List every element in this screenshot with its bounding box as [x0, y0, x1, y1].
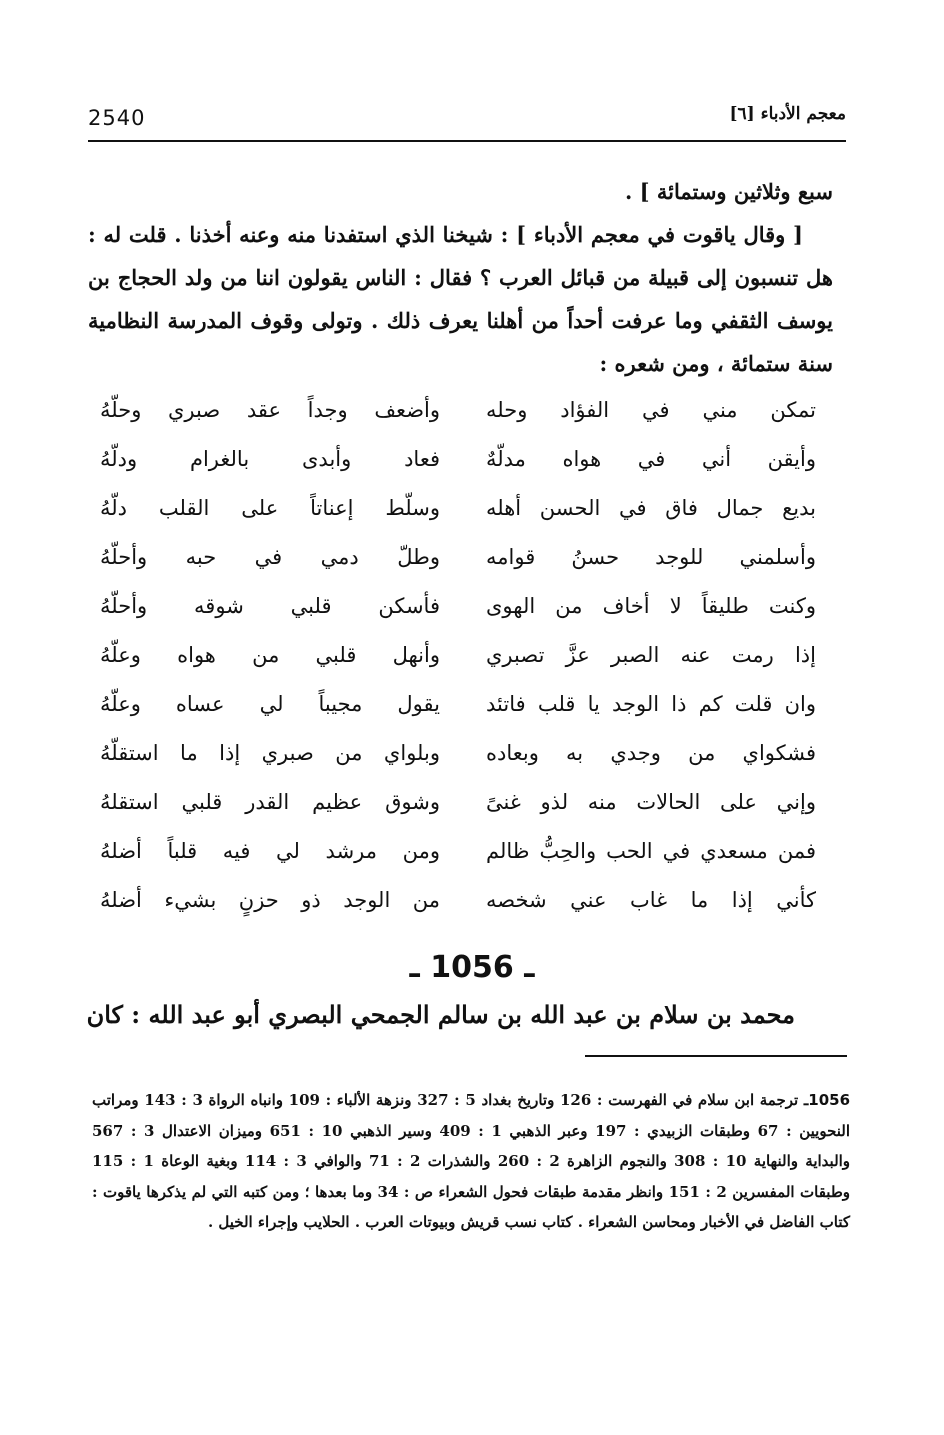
verse — [100, 447, 816, 496]
body-text — [88, 170, 833, 385]
verse — [100, 496, 816, 545]
verse-second-hemistich: وبلواي من صبري إذا ما استقلّهُ — [100, 741, 440, 765]
verse — [100, 839, 816, 888]
verse-second-hemistich: وسلّط إعناتاً على القلب دلّهُ — [100, 496, 440, 520]
page-number: 2540 — [88, 106, 146, 130]
footnote-rule — [585, 1055, 847, 1057]
running-title: معجم الأدباء [٦] — [729, 104, 846, 124]
verse — [100, 594, 816, 643]
verse-second-hemistich: يقول مجيباً لي عساه وعلّهُ — [100, 692, 440, 716]
verse-first-hemistich: فشكواي من وجدي به وبعاده — [486, 741, 816, 765]
poem — [100, 398, 816, 937]
verse-second-hemistich: وأنهل قلبي من هواه وعلّهُ — [100, 643, 440, 667]
entry-title: محمد بن سلام بن عبد الله بن سالم الجمحي البصري أبو عبد الله : كان — [86, 1000, 795, 1029]
verse-first-hemistich: بديع جمال فاق في الحسن أهله — [486, 496, 816, 520]
verse — [100, 545, 816, 594]
entry-number: ـ 1056 ـ — [409, 950, 535, 985]
verse-first-hemistich: وكنت طليقاً لا أخاف من الهوى — [486, 594, 816, 618]
verse-first-hemistich: وإني على الحالات منه لذو غنىً — [486, 790, 816, 814]
verse-first-hemistich: وأسلمني للوجد حسنُ قوامه — [486, 545, 816, 569]
body-paragraph: سبع وثلاثين وستمائة ] . — [624, 179, 833, 204]
verse-first-hemistich: وأيقن أني في هواه مدلّهٌ — [486, 447, 816, 471]
verse-first-hemistich: تمكن مني في الفؤاد وحله — [486, 398, 816, 422]
verse-second-hemistich: وأضعف وجداً عقد صبري وحلّهُ — [100, 398, 440, 422]
footnote-paragraph — [92, 1085, 850, 1238]
footnote-number: 1056 — [808, 1091, 851, 1109]
verse-first-hemistich: إذا رمت عنه الصبر عزَّ تصبري — [486, 643, 816, 667]
verse-second-hemistich: ومن مرشد لي فيه قلباً أضلهُ — [100, 839, 440, 863]
verse-second-hemistich: من الوجد ذو حزنٍ بشيء أضلهُ — [100, 888, 440, 912]
verse-second-hemistich: وشوق عظيم القدر قلبي استقلهُ — [100, 790, 440, 814]
verse-first-hemistich: كأني إذا ما غاب عني شخصه — [486, 888, 816, 912]
verse — [100, 790, 816, 839]
body-paragraph: [ وقال ياقوت في معجم الأدباء ] : شيخنا الذي استفدنا منه وعنه أخذنا . قلت له : هل تنسبون إلى قبيلة من قبائل العرب ؟ فقال : الناس يقولون اننا من ولد الحجاج بن يوسف الثقفي وما عرفت أحداً من أهلنا يعرف ذلك . وتولى وقوف المدرسة النظامية سنة ستمائة ، ومن شعره : — [88, 222, 833, 376]
page-header — [88, 100, 846, 134]
footnote-text: ـ ترجمة ابن سلام في الفهرست : 126 وتاريخ بغداد 5 : 327 ونزهة الألباء : 109 وانباه الرواة 3 : 143 ومراتب النحويين : 67 وطبقات الزبيدي : 197 وعبر الذهبي 1 : 409 وسير الذهبي 10 : 651 وميزان الاعتدال 3 : 567 والبداية والنهاية 10 : 308 والنجوم الزاهرة 2 : 260 والشذرات 2 : 71 والوافي 3 : 114 وبغية الوعاة 1 : 115 وطبقات المفسرين 2 : 151 وانظر مقدمة طبقات فحول الشعراء ص : 34 وما بعدها ؛ ومن كتبه التي لم يذكرها ياقوت : كتاب الفاضل في الأخبار ومحاسن الشعراء . كتاب نسب قريش وبيوتات العرب . الحلايب وإجراء الخيل . — [92, 1091, 851, 1231]
verse-second-hemistich: فأسكن قلبي شوقه وأحلّهُ — [100, 594, 440, 618]
verse — [100, 398, 816, 447]
verse — [100, 888, 816, 937]
header-rule — [88, 140, 846, 142]
verse-first-hemistich: فمن مسعدي في الحب والحِبُّ ظالم — [486, 839, 816, 863]
verse — [100, 741, 816, 790]
verse-second-hemistich: فعاد وأبدى بالغرام ودلّهُ — [100, 447, 440, 471]
verse — [100, 643, 816, 692]
footnote — [92, 1085, 850, 1238]
verse-second-hemistich: وطلّ دمي في حبه وأحلّهُ — [100, 545, 440, 569]
verse — [100, 692, 816, 741]
verse-first-hemistich: وان قلت كم ذا الوجد يا قلب فاتئد — [486, 692, 816, 716]
